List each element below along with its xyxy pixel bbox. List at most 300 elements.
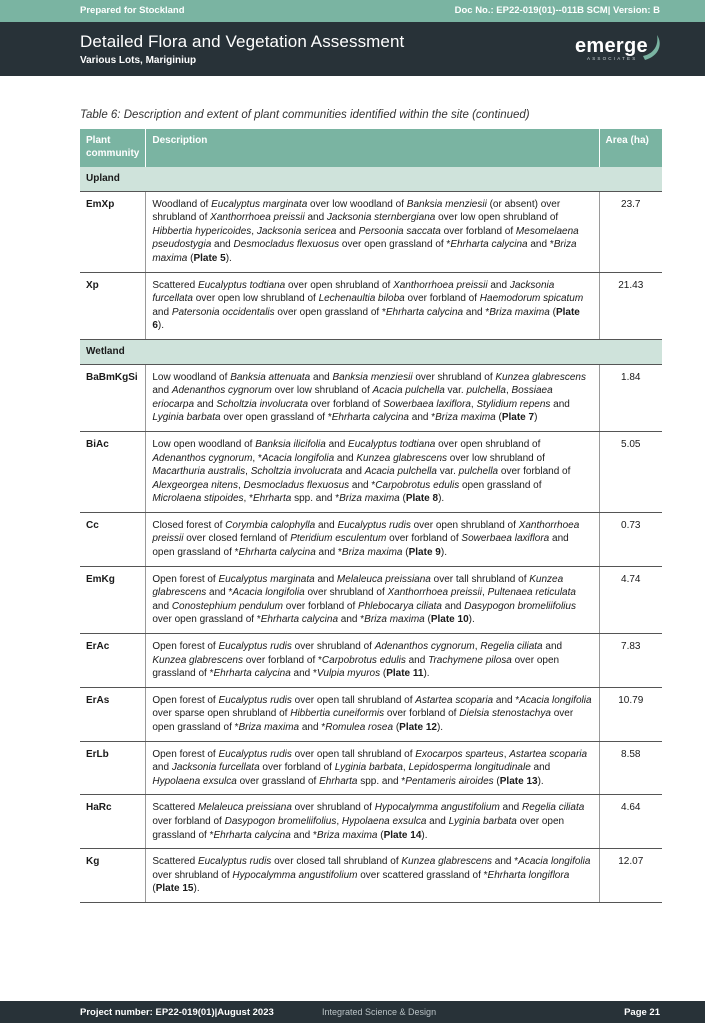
description-text: over open shrubland of xyxy=(435,438,541,450)
species-name: Melaleuca preissiana xyxy=(336,573,431,585)
description-text: Woodland of xyxy=(152,198,212,210)
species-name: Ehrharta calycina xyxy=(213,829,291,841)
description-text: , xyxy=(402,762,409,774)
plate-reference: Plate 9 xyxy=(408,547,441,559)
species-name: Acacia longifolia xyxy=(261,452,335,464)
description-text: over open grassland of * xyxy=(339,239,451,251)
logo-wordmark: emerge xyxy=(575,35,648,57)
description-text: over forbland of xyxy=(384,708,460,720)
species-name: Adenanthos cygnorum xyxy=(171,385,272,397)
logo-swoosh-icon xyxy=(639,32,665,62)
species-name: Banksia ilicifolia xyxy=(255,438,326,450)
table-row xyxy=(80,634,662,688)
species-name: Desmocladus flexuosus xyxy=(233,239,340,251)
species-name: Scholtzia involucrata xyxy=(250,466,343,478)
species-name: Hypolaena exsulca xyxy=(152,775,237,787)
logo-tagline: ASSOCIATES xyxy=(587,56,638,61)
community-code: ErLb xyxy=(80,741,146,795)
description-text: ( xyxy=(549,306,556,318)
description-text: ). xyxy=(436,722,444,733)
description-text: over closed fernland of xyxy=(183,533,291,545)
community-code: EmKg xyxy=(80,566,146,633)
description-text: and * xyxy=(290,668,317,680)
community-code: Cc xyxy=(80,512,146,566)
species-name: Exocarpos sparteus xyxy=(415,748,504,760)
description-text: over low shrubland of xyxy=(447,452,545,464)
community-description xyxy=(146,741,599,795)
community-area: 7.83 xyxy=(599,634,662,688)
species-name: Eucalyptus rudis xyxy=(218,694,292,706)
species-name: Regelia ciliata xyxy=(522,802,585,814)
species-name: Eucalyptus todtiana xyxy=(348,438,436,450)
species-name: Hypolaena exsulca xyxy=(341,815,427,827)
species-name: Corymbia calophylla xyxy=(225,519,316,531)
community-description xyxy=(146,272,599,339)
community-code: EmXp xyxy=(80,191,146,272)
species-name: Alexgeorgea nitens xyxy=(152,479,238,491)
species-name: Patersonia occidentalis xyxy=(171,306,275,318)
species-name: Adenanthos cygnorum xyxy=(374,641,475,653)
species-name: Hibbertia cuneiformis xyxy=(290,708,385,720)
community-description xyxy=(146,191,599,272)
description-text: and xyxy=(304,212,327,224)
description-text: and xyxy=(315,519,338,531)
section-row xyxy=(80,339,662,364)
description-text: and * xyxy=(299,722,326,733)
description-text: and xyxy=(550,398,570,410)
species-name: Ehrharta calycina xyxy=(450,239,528,251)
table-row xyxy=(80,849,662,903)
document-number: Doc No.: EP22-019(01)--011B SCM| Version: B xyxy=(454,5,660,16)
description-text: ). xyxy=(468,614,475,626)
species-name: Pultenaea reticulata xyxy=(487,587,576,599)
species-name: Acacia longifolia xyxy=(519,694,592,706)
description-text: and xyxy=(310,371,333,383)
table-body xyxy=(80,167,662,902)
description-text: Open forest of xyxy=(152,573,219,585)
species-name: Regelia ciliata xyxy=(480,641,543,653)
plate-reference: Plate 14 xyxy=(383,829,422,841)
species-name: Eucalyptus rudis xyxy=(218,641,292,653)
description-text: Open forest of xyxy=(152,641,219,653)
top-bar xyxy=(0,0,705,22)
description-text: ). xyxy=(537,775,544,787)
description-text: over open tall shrubland of xyxy=(291,748,416,760)
description-text: over grassland of xyxy=(236,775,320,787)
description-text: ( xyxy=(393,722,400,733)
page-number: Page 21 xyxy=(624,1007,660,1018)
description-text: over forbland of xyxy=(308,398,384,410)
description-text: over open shrubland of xyxy=(285,279,394,291)
column-header-area: Area (ha) xyxy=(599,129,662,167)
species-name: Lyginia barbata xyxy=(152,412,221,424)
community-code: ErAc xyxy=(80,634,146,688)
species-name: Jacksonia sternbergiana xyxy=(326,212,436,224)
community-area: 12.07 xyxy=(599,849,662,903)
species-name: Astartea scoparia xyxy=(509,748,588,760)
species-name: Mesomelaena pseudostygia xyxy=(152,225,579,251)
species-name: Eucalyptus todtiana xyxy=(197,279,286,291)
description-text: , xyxy=(482,587,488,599)
species-name: Phlebocarya ciliata xyxy=(358,600,442,612)
table-caption: Table 6: Description and extent of plant communities identified within the site (continued) xyxy=(80,109,530,121)
species-name: Eucalyptus rudis xyxy=(218,748,292,760)
description-text: over open grassland of * xyxy=(220,412,332,424)
species-name: Vulpia myuros xyxy=(316,668,381,680)
description-text: over open grassland of * xyxy=(152,614,261,626)
description-text: over scattered grassland of * xyxy=(357,869,488,881)
description-text: over shrubland of xyxy=(304,587,388,599)
species-name: Briza maxima xyxy=(489,306,550,318)
species-name: Melaleuca preissiana xyxy=(197,802,292,814)
species-name: Ehrharta calycina xyxy=(331,412,409,424)
species-name: Lepidosperma longitudinale xyxy=(408,762,531,774)
section-label: Upland xyxy=(80,167,662,191)
description-text: and * xyxy=(409,412,436,424)
description-text: over forbland of xyxy=(440,225,516,237)
species-name: Kunzea glabrescens xyxy=(152,654,243,666)
community-area: 1.84 xyxy=(599,364,662,431)
species-name: Briza maxima xyxy=(364,614,425,626)
species-name: Eucalyptus marginata xyxy=(211,198,308,210)
species-name: Dasypogon bromeliifolius xyxy=(224,815,337,827)
description-text: ). xyxy=(193,883,200,895)
description-text: over open grassland of * xyxy=(152,708,574,733)
community-code: BaBmKgSi xyxy=(80,364,146,431)
description-text: over shrubland of xyxy=(291,802,375,814)
community-description xyxy=(146,849,599,903)
description-text: and xyxy=(152,306,172,318)
description-text: and * xyxy=(493,694,520,706)
description-text: var. xyxy=(444,385,467,397)
species-name: Desmocladus flexuosus xyxy=(243,479,350,491)
description-text: , * xyxy=(243,493,253,505)
table-row xyxy=(80,431,662,512)
description-text: ( xyxy=(495,412,502,424)
description-text: over forbland of xyxy=(152,815,225,827)
community-code: ErAs xyxy=(80,687,146,741)
community-area: 0.73 xyxy=(599,512,662,566)
species-name: Banksia menziesii xyxy=(406,198,487,210)
species-name: Xanthorrhoea preissii xyxy=(393,279,488,291)
description-text: (or absent) over shrubland of xyxy=(152,198,561,224)
description-text: and xyxy=(342,466,365,478)
species-name: Eucalyptus rudis xyxy=(337,519,411,531)
community-area: 4.64 xyxy=(599,795,662,849)
description-text: over open shrubland of xyxy=(410,519,519,531)
community-description xyxy=(146,687,599,741)
description-text: over tall shrubland of xyxy=(430,573,530,585)
description-text: and * xyxy=(527,239,554,251)
page-header xyxy=(0,22,705,76)
species-name: Carpobrotus edulis xyxy=(375,479,460,491)
description-text: Scattered xyxy=(152,802,198,814)
description-text: Closed forest of xyxy=(152,519,226,531)
description-text: over shrubland of xyxy=(291,641,375,653)
description-text: and open grassland of * xyxy=(152,533,569,559)
community-description xyxy=(146,512,599,566)
description-text: over low open shrubland of xyxy=(435,212,559,224)
description-text: and xyxy=(152,762,172,774)
description-text: ( xyxy=(377,829,384,841)
description-text: Scattered xyxy=(152,279,198,291)
description-text: Open forest of xyxy=(152,748,219,760)
species-name: Eucalyptus marginata xyxy=(218,573,315,585)
description-text: ( xyxy=(493,775,500,787)
description-text: ). xyxy=(421,829,428,841)
description-text: , xyxy=(505,385,512,397)
description-text: over open tall shrubland of xyxy=(291,694,416,706)
community-area: 5.05 xyxy=(599,431,662,512)
species-name: Xanthorrhoea preissii xyxy=(387,587,482,599)
species-name: Carpobrotus edulis xyxy=(321,654,406,666)
species-name: Acacia longifolia xyxy=(232,587,305,599)
description-text: over forbland of xyxy=(283,600,359,612)
description-text: and xyxy=(487,279,510,291)
description-text: ( xyxy=(399,493,406,505)
description-text: ( xyxy=(187,252,194,264)
species-name: Scholtzia involucrata xyxy=(216,398,309,410)
description-text: Low open woodland of xyxy=(152,438,256,450)
description-text: spp. and * xyxy=(357,775,406,787)
species-name: Acacia pulchella xyxy=(364,466,437,478)
description-text: and xyxy=(441,600,465,612)
description-text: over sparse open shrubland of xyxy=(152,708,291,720)
species-name: Briza maxima xyxy=(341,547,403,559)
community-description xyxy=(146,795,599,849)
community-description xyxy=(146,431,599,512)
species-name: Haemodorum spicatum xyxy=(479,293,584,305)
species-name: Conostephium pendulum xyxy=(171,600,283,612)
description-text: ( xyxy=(152,883,156,895)
species-name: Hypocalymma angustifolium xyxy=(232,869,358,881)
description-text: and * xyxy=(206,587,233,599)
description-text: and xyxy=(152,385,172,397)
description-text: , xyxy=(470,398,477,410)
report-title: Detailed Flora and Vegetation Assessment xyxy=(80,32,405,51)
species-name: Briza maxima xyxy=(435,412,496,424)
species-name: Romulea rosea xyxy=(325,722,394,733)
community-area: 10.79 xyxy=(599,687,662,741)
species-name: Ehrharta longiflora xyxy=(487,869,570,881)
description-text: Open forest of xyxy=(152,694,219,706)
description-text: , * xyxy=(252,452,262,464)
description-text: over low woodland of xyxy=(307,198,407,210)
description-text: ( xyxy=(380,668,387,680)
description-text: , xyxy=(237,479,244,491)
species-name: Lyginia barbata xyxy=(448,815,517,827)
community-code: Xp xyxy=(80,272,146,339)
species-name: Macarthuria australis xyxy=(152,466,246,478)
description-text: open grassland of xyxy=(459,479,542,491)
description-text: over forbland of xyxy=(404,293,480,305)
description-text: over open grassland of * xyxy=(152,654,560,680)
plate-reference: Plate 6 xyxy=(152,306,580,332)
species-name: Ehrharta calycina xyxy=(385,306,464,318)
species-name: Sowerbaea laxiflora xyxy=(383,398,471,410)
community-code: BiAc xyxy=(80,431,146,512)
community-description xyxy=(146,566,599,633)
species-name: Briza maxima xyxy=(238,722,300,733)
species-name: Acacia pulchella xyxy=(372,385,445,397)
species-name: Ehrharta calycina xyxy=(260,614,339,626)
plate-reference: Plate 5 xyxy=(193,252,226,264)
description-text: , xyxy=(245,466,251,478)
table-row xyxy=(80,364,662,431)
description-text: over closed tall shrubland of xyxy=(271,856,402,868)
species-name: Kunzea glabrescens xyxy=(356,452,448,464)
plate-reference: Plate 13 xyxy=(499,775,538,787)
species-name: Ehrharta calycina xyxy=(213,668,291,680)
plate-reference: Plate 7 xyxy=(501,412,535,424)
plate-reference: Plate 8 xyxy=(405,493,439,505)
description-text: var. xyxy=(436,466,459,478)
column-header-description: Description xyxy=(146,129,599,167)
description-text: ) xyxy=(534,412,538,424)
footer-tagline: Integrated Science & Design xyxy=(322,1007,437,1017)
species-name: Banksia menziesii xyxy=(332,371,413,383)
species-name: Hibbertia hypericoides xyxy=(152,225,252,237)
species-name: Stylidium repens xyxy=(476,398,551,410)
description-text: and xyxy=(426,815,449,827)
table-row xyxy=(80,687,662,741)
community-code: HaRc xyxy=(80,795,146,849)
species-name: Acacia longifolia xyxy=(518,856,591,868)
species-name: pulchella xyxy=(466,385,506,397)
description-text: and * xyxy=(290,829,317,841)
description-text: ). xyxy=(423,668,430,680)
species-name: Dielsia stenostachya xyxy=(459,708,551,720)
description-text: and * xyxy=(349,479,376,491)
emerge-logo xyxy=(575,32,665,66)
description-text: and * xyxy=(315,547,342,559)
description-text: and xyxy=(325,438,349,450)
species-name: Hypocalymma angustifolium xyxy=(374,802,500,814)
species-name: Xanthorrhoea preissii xyxy=(152,519,580,545)
column-header-plant-community: Plant community xyxy=(80,129,146,167)
species-name: Eucalyptus rudis xyxy=(197,856,272,868)
description-text: Low woodland of xyxy=(152,371,231,383)
prepared-for-label: Prepared for Stockland xyxy=(80,5,185,16)
community-area: 21.43 xyxy=(599,272,662,339)
community-description xyxy=(146,364,599,431)
project-number: Project number: EP22-019(01)|August 2023 xyxy=(80,1007,274,1018)
description-text: ( xyxy=(424,614,431,626)
species-name: Sowerbaea laxiflora xyxy=(461,533,550,545)
table-row xyxy=(80,795,662,849)
community-area: 8.58 xyxy=(599,741,662,795)
description-text: ). xyxy=(225,252,232,264)
species-name: Kunzea glabrescens xyxy=(495,371,586,383)
species-name: Dasypogon bromeliifolius xyxy=(464,600,576,612)
description-text: over shrubland of xyxy=(412,371,496,383)
table-row xyxy=(80,566,662,633)
species-name: Astartea scoparia xyxy=(415,694,494,706)
species-name: Xanthorrhoea preissii xyxy=(210,212,305,224)
description-text: over low shrubland of xyxy=(271,385,373,397)
description-text: , xyxy=(336,815,342,827)
species-name: Adenanthos cygnorum xyxy=(152,452,253,464)
description-text: and xyxy=(314,573,337,585)
description-text: and xyxy=(336,225,359,237)
species-name: Jacksonia sericea xyxy=(256,225,337,237)
description-text: and xyxy=(194,398,217,410)
plate-reference: Plate 12 xyxy=(399,722,437,733)
species-name: Bossiaea eriocarpa xyxy=(152,385,553,410)
description-text: ( xyxy=(402,547,409,559)
species-name: Lyginia barbata xyxy=(334,762,403,774)
description-text: over forbland of xyxy=(498,466,571,478)
plate-reference: Plate 10 xyxy=(430,614,469,626)
description-text: over open grassland of * xyxy=(152,815,565,841)
species-name: Pentameris airoides xyxy=(405,775,494,787)
species-name: Ehrharta xyxy=(319,775,358,787)
description-text: spp. and * xyxy=(291,493,340,505)
description-text: over open grassland of * xyxy=(274,306,386,318)
description-text: over open low shrubland of xyxy=(192,293,319,305)
table-row xyxy=(80,191,662,272)
description-text: and xyxy=(152,600,172,612)
plate-reference: Plate 15 xyxy=(155,883,194,895)
species-name: Banksia attenuata xyxy=(230,371,311,383)
description-text: and xyxy=(405,654,429,666)
description-text: ). xyxy=(157,320,165,332)
community-area: 23.7 xyxy=(599,191,662,272)
description-text: Scattered xyxy=(152,856,198,868)
species-name: Briza maxima xyxy=(316,829,378,841)
community-description xyxy=(146,634,599,688)
table-row xyxy=(80,272,662,339)
section-label: Wetland xyxy=(80,339,662,364)
species-name: Jacksonia furcellata xyxy=(171,762,260,774)
description-text: over forbland of * xyxy=(242,654,322,666)
description-text: over forbland of xyxy=(386,533,462,545)
species-name: Jacksonia furcellata xyxy=(152,279,555,305)
description-text: and xyxy=(334,452,357,464)
table-header-row xyxy=(80,129,662,167)
species-name: Trachymene pilosa xyxy=(428,654,512,666)
species-name: Persoonia saccata xyxy=(358,225,441,237)
species-name: Microlaena stipoides xyxy=(152,493,244,505)
report-subtitle: Various Lots, Mariginiup xyxy=(80,55,197,66)
page-footer xyxy=(0,1001,705,1023)
description-text: and xyxy=(530,762,551,774)
description-text: and xyxy=(211,239,234,251)
table-row xyxy=(80,741,662,795)
community-area: 4.74 xyxy=(599,566,662,633)
description-text: and * xyxy=(338,614,365,626)
species-name: Ehrharta xyxy=(252,493,292,505)
species-name: Kunzea glabrescens xyxy=(152,573,564,599)
description-text: over forbland of xyxy=(259,762,335,774)
description-text: and * xyxy=(463,306,490,318)
species-name: Lechenaultia biloba xyxy=(318,293,405,305)
species-name: Pteridium esculentum xyxy=(290,533,387,545)
description-text: ). xyxy=(438,493,445,505)
description-text: and * xyxy=(492,856,519,868)
plate-reference: Plate 11 xyxy=(386,668,424,680)
species-name: Ehrharta calycina xyxy=(238,547,316,559)
species-name: Kunzea glabrescens xyxy=(401,856,493,868)
description-text: ). xyxy=(440,547,447,559)
species-name: Briza maxima xyxy=(339,493,400,505)
description-text: over shrubland of xyxy=(152,869,233,881)
plant-community-table xyxy=(80,129,662,903)
community-code: Kg xyxy=(80,849,146,903)
section-row xyxy=(80,167,662,191)
description-text: and xyxy=(542,641,563,653)
description-text: and xyxy=(499,802,523,814)
